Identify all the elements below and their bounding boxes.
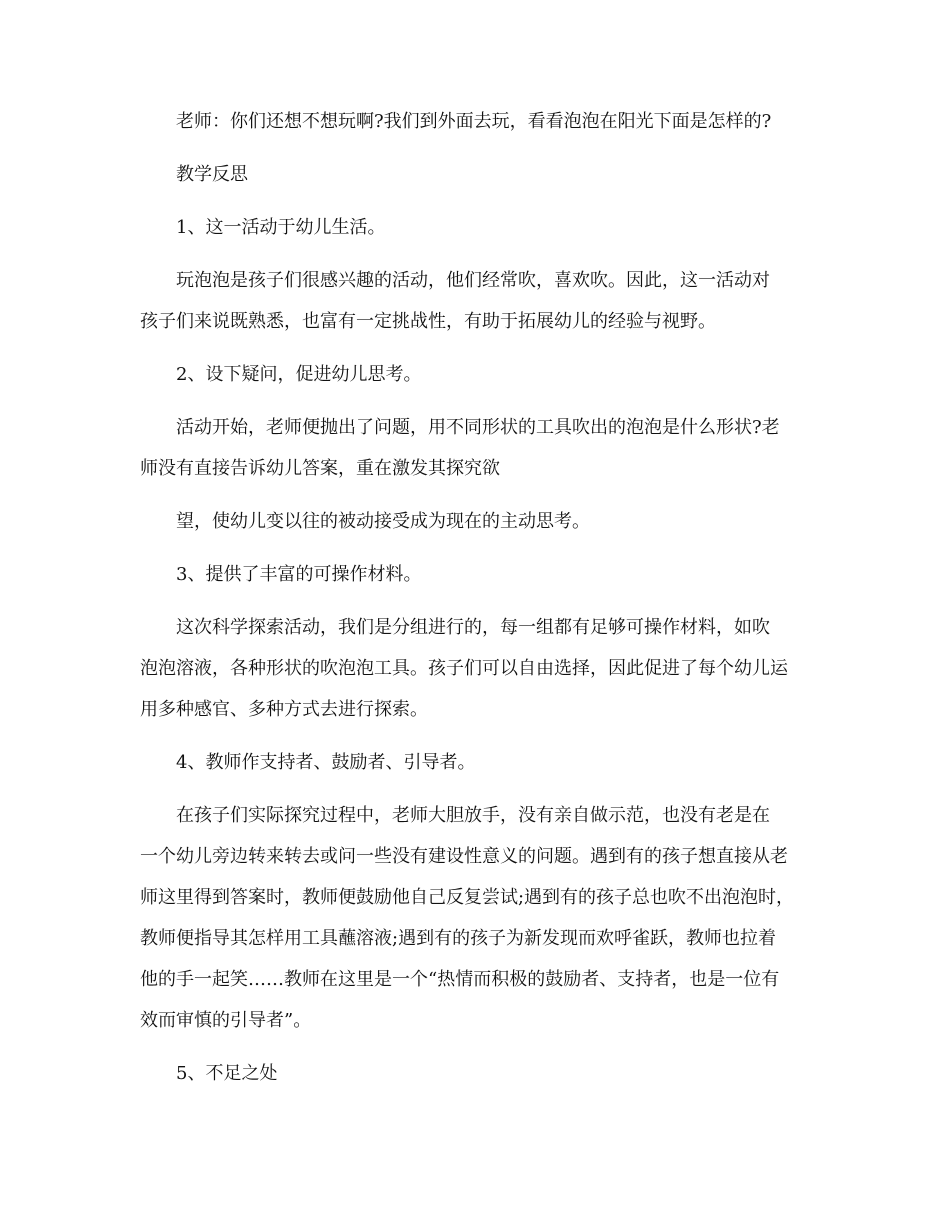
paragraph-4-line-3: 师这里得到答案时，教师便鼓励他自己反复尝试;遇到有的孩子总也吹不出泡泡时， <box>140 887 795 908</box>
paragraph-4-line-2: 一个幼儿旁边转来转去或问一些没有建设性意义的问题。遇到有的孩子想直接从老 <box>140 846 788 867</box>
point-5-heading: 5、不足之处 <box>176 1063 278 1084</box>
paragraph-3-line-1: 这次科学探索活动，我们是分组进行的，每一组都有足够可操作材料，如吹 <box>176 617 770 638</box>
paragraph-2-line-1: 活动开始，老师便抛出了问题，用不同形状的工具吹出的泡泡是什么形状?老 <box>176 417 780 438</box>
paragraph-4-line-5: 他的手一起笑……教师在这里是一个“热情而积极的鼓励者、支持者，也是一位有 <box>140 969 780 990</box>
paragraph-1-line-2: 孩子们来说既熟悉，也富有一定挑战性，有助于拓展幼儿的经验与视野。 <box>140 311 716 332</box>
dialogue-line: 老师：你们还想不想玩啊?我们到外面去玩，看看泡泡在阳光下面是怎样的? <box>176 111 772 132</box>
paragraph-3-line-3: 用多种感官、多种方式去进行探索。 <box>140 699 428 720</box>
paragraph-4-line-1: 在孩子们实际探究过程中，老师大胆放手，没有亲自做示范，也没有老是在 <box>176 805 770 826</box>
point-2-heading: 2、设下疑问，促进幼儿思考。 <box>176 364 422 385</box>
paragraph-3-line-2: 泡泡溶液，各种形状的吹泡泡工具。孩子们可以自由选择，因此促进了每个幼儿运 <box>140 658 788 679</box>
paragraph-2-line-2: 师没有直接告诉幼儿答案，重在激发其探究欲 <box>140 458 500 479</box>
point-3-heading: 3、提供了丰富的可操作材料。 <box>176 564 422 585</box>
paragraph-4-line-4: 教师便指导其怎样用工具蘸溶液;遇到有的孩子为新发现而欢呼雀跃，教师也拉着 <box>140 928 777 949</box>
paragraph-1-line-1: 玩泡泡是孩子们很感兴趣的活动，他们经常吹，喜欢吹。因此，这一活动对 <box>176 270 770 291</box>
paragraph-2-line-3: 望，使幼儿变以往的被动接受成为现在的主动思考。 <box>176 511 590 532</box>
paragraph-4-line-6: 效而审慎的引导者”。 <box>140 1010 312 1031</box>
point-4-heading: 4、教师作支持者、鼓励者、引导者。 <box>176 752 476 773</box>
point-1-heading: 1、这一活动于幼儿生活。 <box>176 217 386 238</box>
section-heading: 教学反思 <box>176 164 248 185</box>
